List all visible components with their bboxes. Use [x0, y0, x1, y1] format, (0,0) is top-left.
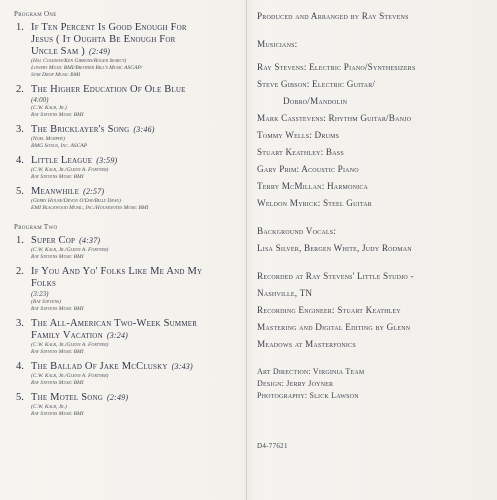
track-credit: (C.W. Kalb, Jr.) — [31, 105, 67, 111]
track-credit: EMI Blackwood Music, Inc./Housenotes Music BMI — [31, 205, 149, 211]
track-number: 4. — [16, 361, 24, 372]
program-one-songs — [6, 22, 244, 212]
track-credit: (C.W. Kalb, Jr.) — [31, 404, 67, 410]
track-credit: Ray Stevens Music BMI — [31, 411, 84, 417]
track-number: 2. — [16, 266, 24, 277]
track-title-line: If You And Yo' Folks Like Me And My — [31, 266, 203, 277]
track-credit: (Ray Stevens) — [31, 299, 62, 305]
program-two-songs — [6, 235, 244, 418]
producer-credit: Produced and Arranged by Ray Stevens — [257, 11, 409, 21]
track-credit: Ray Stevens Music BMI — [31, 306, 84, 312]
track-credit: Ray Stevens Music BMI — [31, 112, 84, 118]
track-title-text: Little League — [31, 155, 93, 166]
musician-line: Terry McMillan: Harmonica — [257, 181, 369, 191]
track-title — [31, 278, 244, 290]
track-entry — [6, 361, 244, 387]
track-credit: (Noel Murphy) — [31, 136, 65, 142]
track-duration: (3:23) — [31, 290, 49, 298]
track-credit: (C.W. Kalb, Jr./Glenn A. Fortner) — [31, 247, 109, 253]
mastering-credit-cont: Meadows at Masterfonics — [257, 339, 356, 349]
track-title — [31, 392, 244, 404]
track-title-text: Uncle Sam ) — [31, 46, 85, 57]
track-title — [31, 186, 244, 198]
art-direction-credit: Art Direction: Virginia Team — [257, 367, 365, 376]
track-number: 5. — [16, 392, 24, 403]
musicians-heading: Musicians: — [257, 39, 298, 49]
catalog-number: D4-77621 — [257, 442, 288, 450]
musician-line: Weldon Myrick: Steel Guitar — [257, 198, 372, 208]
track-entry — [6, 124, 244, 150]
musician-line: Gary Prim: Acoustic Piano — [257, 164, 359, 174]
recorded-at: Recorded at Ray Stevens' Little Studio - — [257, 271, 414, 281]
track-duration: (2:49) — [88, 47, 111, 56]
track-number: 1. — [16, 235, 24, 246]
track-credit: (C.W. Kalb, Jr./Glenn A. Fortner) — [31, 342, 109, 348]
track-duration: (2:49) — [107, 393, 129, 402]
musician-line: Stuart Keathley: Bass — [257, 147, 344, 157]
track-duration: (3:46) — [133, 125, 155, 134]
track-entry — [6, 186, 244, 212]
track-credit: (Gerry House/Devon O'Day/Billy Dean) — [31, 198, 121, 204]
track-number: 2. — [16, 84, 24, 95]
design-credit: Design: Jerry Joyner — [257, 379, 334, 388]
vocals-heading: Background Vocals: — [257, 226, 337, 236]
track-title — [31, 124, 244, 136]
track-title-text: Family Vacation — [31, 330, 103, 341]
track-title — [31, 235, 244, 247]
musician-line: Tommy Wells: Drums — [257, 130, 340, 140]
photography-credit: Photography: Slick Lawson — [257, 391, 359, 400]
track-number: 5. — [16, 186, 24, 197]
track-title-text: Super Cop — [31, 235, 76, 246]
track-title-text: Folks — [31, 278, 57, 289]
track-credit: Lowery Music BMI/Brother Bill's Music ASCAP/ — [31, 65, 143, 71]
track-entry — [6, 266, 244, 313]
track-title-text: The Higher Education Of Ole Blue — [31, 84, 186, 95]
track-title — [31, 361, 244, 373]
track-duration: (2:57) — [83, 187, 105, 196]
track-duration: (4:00) — [31, 96, 49, 104]
musician-line: Steve Gibson: Electric Guitar/ — [257, 79, 376, 89]
track-number: 3. — [16, 124, 24, 135]
track-title-line: If Ten Percent Is Good Enough For — [31, 22, 187, 33]
track-duration: (3:24) — [106, 331, 129, 340]
track-title — [31, 84, 244, 96]
musician-line: Mark Casstevens: Rhythm Guitar/Banjo — [257, 113, 412, 123]
track-credit: Star Drop Music BMI — [31, 72, 81, 78]
track-entry — [6, 84, 244, 119]
track-number: 3. — [16, 318, 24, 329]
track-credit: Ray Stevens Music BMI — [31, 174, 84, 180]
track-number: 4. — [16, 155, 24, 166]
track-duration: (4:37) — [79, 236, 101, 245]
track-credit: (C.W. Kalb, Jr./Glenn A. Fortner) — [31, 373, 109, 379]
track-title-line: Jesus ( It Oughta Be Enough For — [31, 34, 176, 45]
credits-panel — [257, 10, 493, 452]
musician-line: Ray Stevens: Electric Piano/Synthesizers — [257, 62, 416, 72]
track-title-text: The Ballad Of Jake McClusky — [31, 361, 168, 372]
track-title-text: The Motel Song — [31, 392, 104, 403]
program-one-label: Program One — [14, 10, 57, 18]
track-credit: (C.W. Kalb, Jr./Glenn A. Fortner) — [31, 167, 109, 173]
track-credit: BMG Songs, Inc. ASCAP — [31, 143, 88, 149]
vocals-names: Lisa Silver, Bergen White, Judy Rodman — [257, 243, 412, 253]
mastering-credit: Mastering and Digital Editing by Glenn — [257, 322, 411, 332]
track-title — [31, 155, 244, 167]
track-title-text: The Bricklayer's Song — [31, 124, 130, 135]
track-title — [31, 46, 244, 58]
program-two-label: Program Two — [14, 223, 58, 231]
track-listing — [6, 10, 244, 423]
track-credit: Ray Stevens Music BMI — [31, 380, 84, 386]
track-entry — [6, 318, 244, 356]
recorded-location: Nashville, TN — [257, 288, 313, 298]
track-number: 1. — [16, 22, 24, 33]
track-entry — [6, 392, 244, 418]
track-title-text: Meanwhile — [31, 186, 80, 197]
track-entry — [6, 235, 244, 261]
track-entry — [6, 155, 244, 181]
track-title-line: The All-American Two-Week Summer — [31, 318, 198, 329]
fold-crease — [246, 0, 247, 500]
track-duration: (3:43) — [171, 362, 193, 371]
engineer-credit: Recording Engineer: Stuart Keathley — [257, 305, 401, 315]
track-duration: (3:59) — [96, 156, 118, 165]
track-entry — [6, 22, 244, 79]
musician-line: Dobro/Mandolin — [283, 96, 348, 106]
track-credit: (Hal Coleman/Ken Gibbons/Roger Searcy) — [31, 58, 127, 64]
track-credit: Ray Stevens Music BMI — [31, 254, 84, 260]
track-title — [31, 330, 244, 342]
track-credit: Ray Stevens Music BMI — [31, 349, 84, 355]
